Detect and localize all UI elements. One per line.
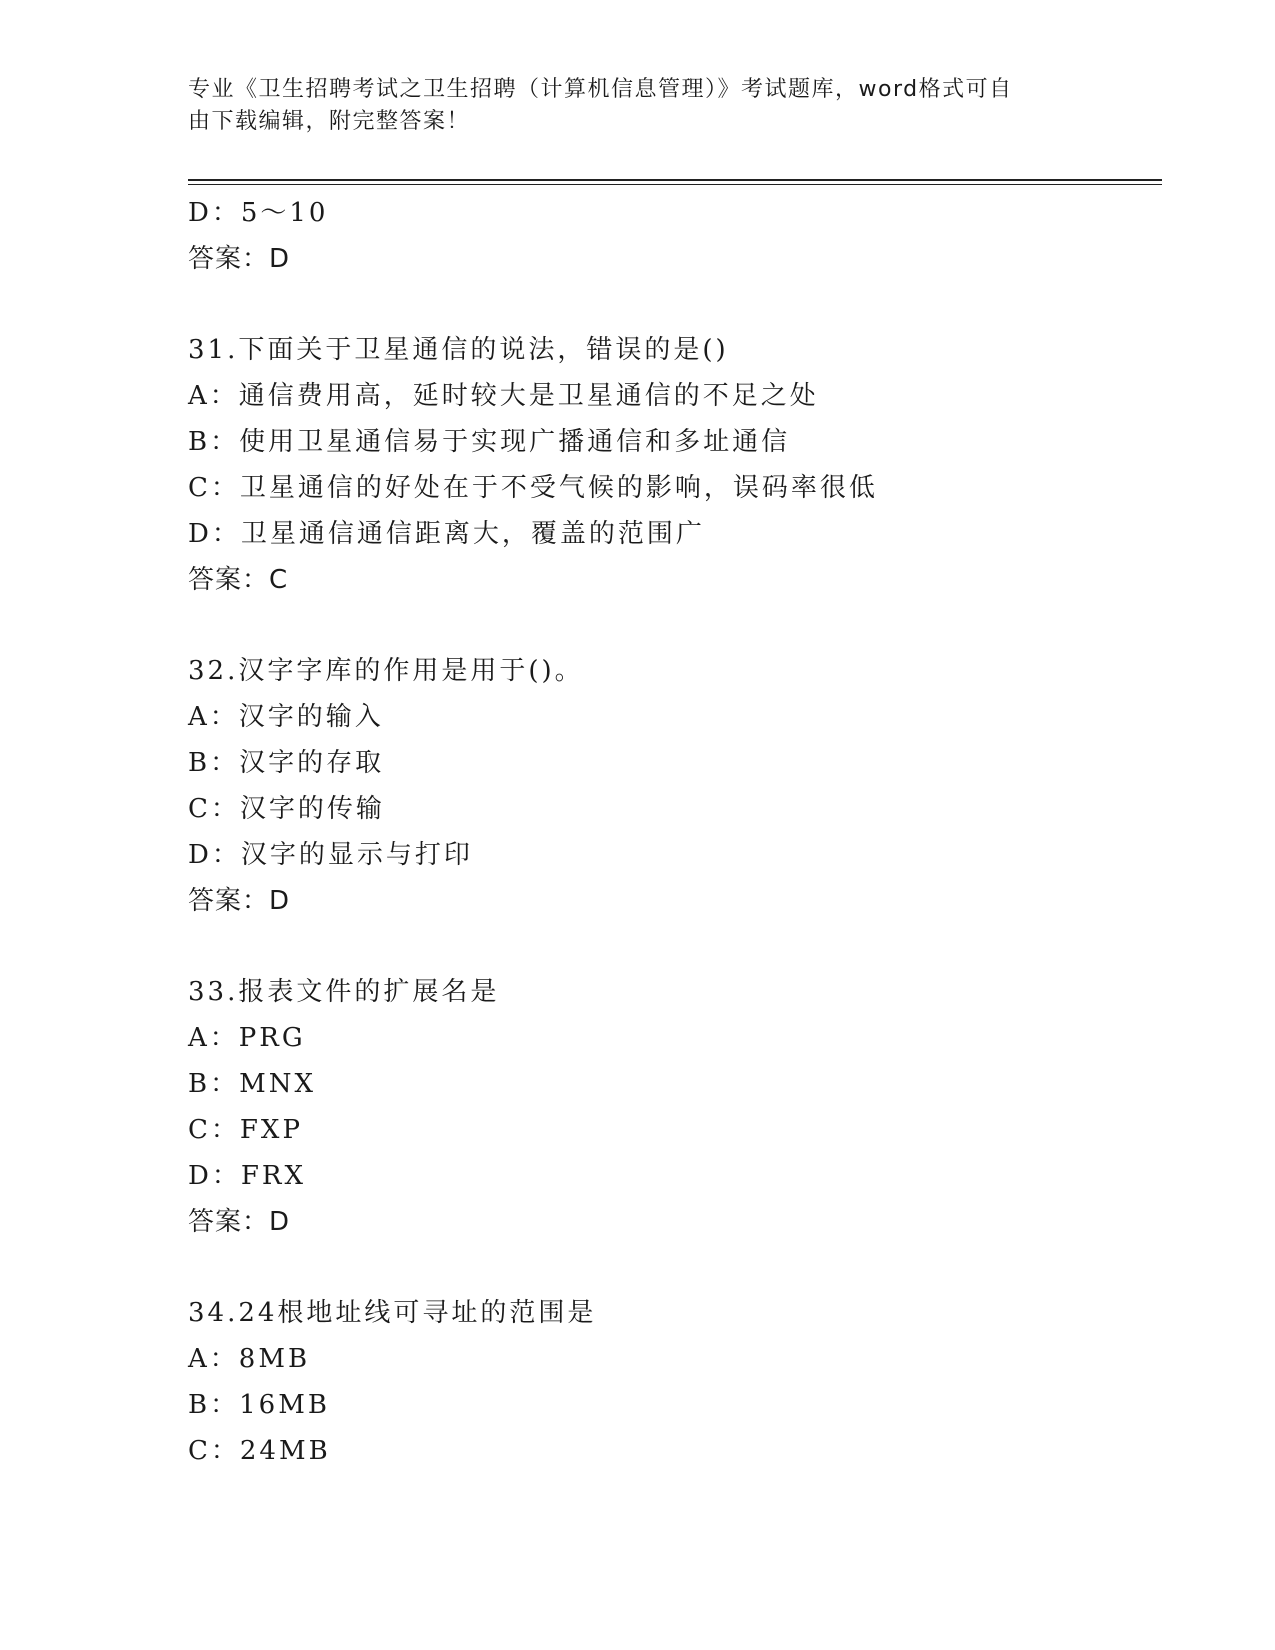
option-c: C：卫星通信的好处在于不受气候的影响，误码率很低 (188, 473, 878, 503)
option-c: C：汉字的传输 (188, 794, 385, 824)
option-d: D：汉字的显示与打印 (188, 840, 473, 870)
answer-line: 答案：D (188, 244, 291, 274)
option-c: C：24MB (188, 1436, 331, 1466)
question-list (188, 190, 1148, 1474)
header-line-1: 专业《卫生招聘考试之卫生招聘（计算机信息管理）》考试题库，word格式可自 (188, 77, 1013, 102)
option-b: B：汉字的存取 (188, 748, 385, 778)
question-stem: 31.下面关于卫星通信的说法，错误的是() (188, 335, 729, 365)
option-a: A：PRG (188, 1023, 306, 1053)
option-b: B：16MB (188, 1390, 330, 1420)
answer-line: 答案：C (188, 565, 289, 595)
document-header (188, 74, 1088, 138)
answer-line: 答案：D (188, 1207, 291, 1237)
option-b: B：使用卫星通信易于实现广播通信和多址通信 (188, 427, 791, 457)
header-divider-thin (188, 184, 1162, 185)
question-stem: 33.报表文件的扩展名是 (188, 977, 500, 1007)
option-a: A：通信费用高，延时较大是卫星通信的不足之处 (188, 381, 819, 411)
option-d: D：5～10 (188, 198, 329, 228)
question-32 (188, 648, 1148, 924)
question-33 (188, 969, 1148, 1245)
option-a: A：汉字的输入 (188, 702, 384, 732)
header-divider-thick (188, 179, 1162, 181)
question-stem: 34.24根地址线可寻址的范围是 (188, 1298, 597, 1328)
question-stem: 32.汉字字库的作用是用于()。 (188, 656, 584, 686)
option-b: B：MNX (188, 1069, 316, 1099)
spacer (188, 924, 1148, 969)
answer-line: 答案：D (188, 886, 291, 916)
spacer (188, 603, 1148, 648)
option-c: C：FXP (188, 1115, 303, 1145)
header-line-2: 由下载编辑，附完整答案！ (188, 109, 471, 134)
spacer (188, 282, 1148, 327)
option-a: A：8MB (188, 1344, 311, 1374)
option-d: D：卫星通信通信距离大，覆盖的范围广 (188, 519, 705, 549)
option-d: D：FRX (188, 1161, 306, 1191)
question-31 (188, 327, 1148, 603)
question-34 (188, 1290, 1148, 1474)
spacer (188, 1245, 1148, 1290)
